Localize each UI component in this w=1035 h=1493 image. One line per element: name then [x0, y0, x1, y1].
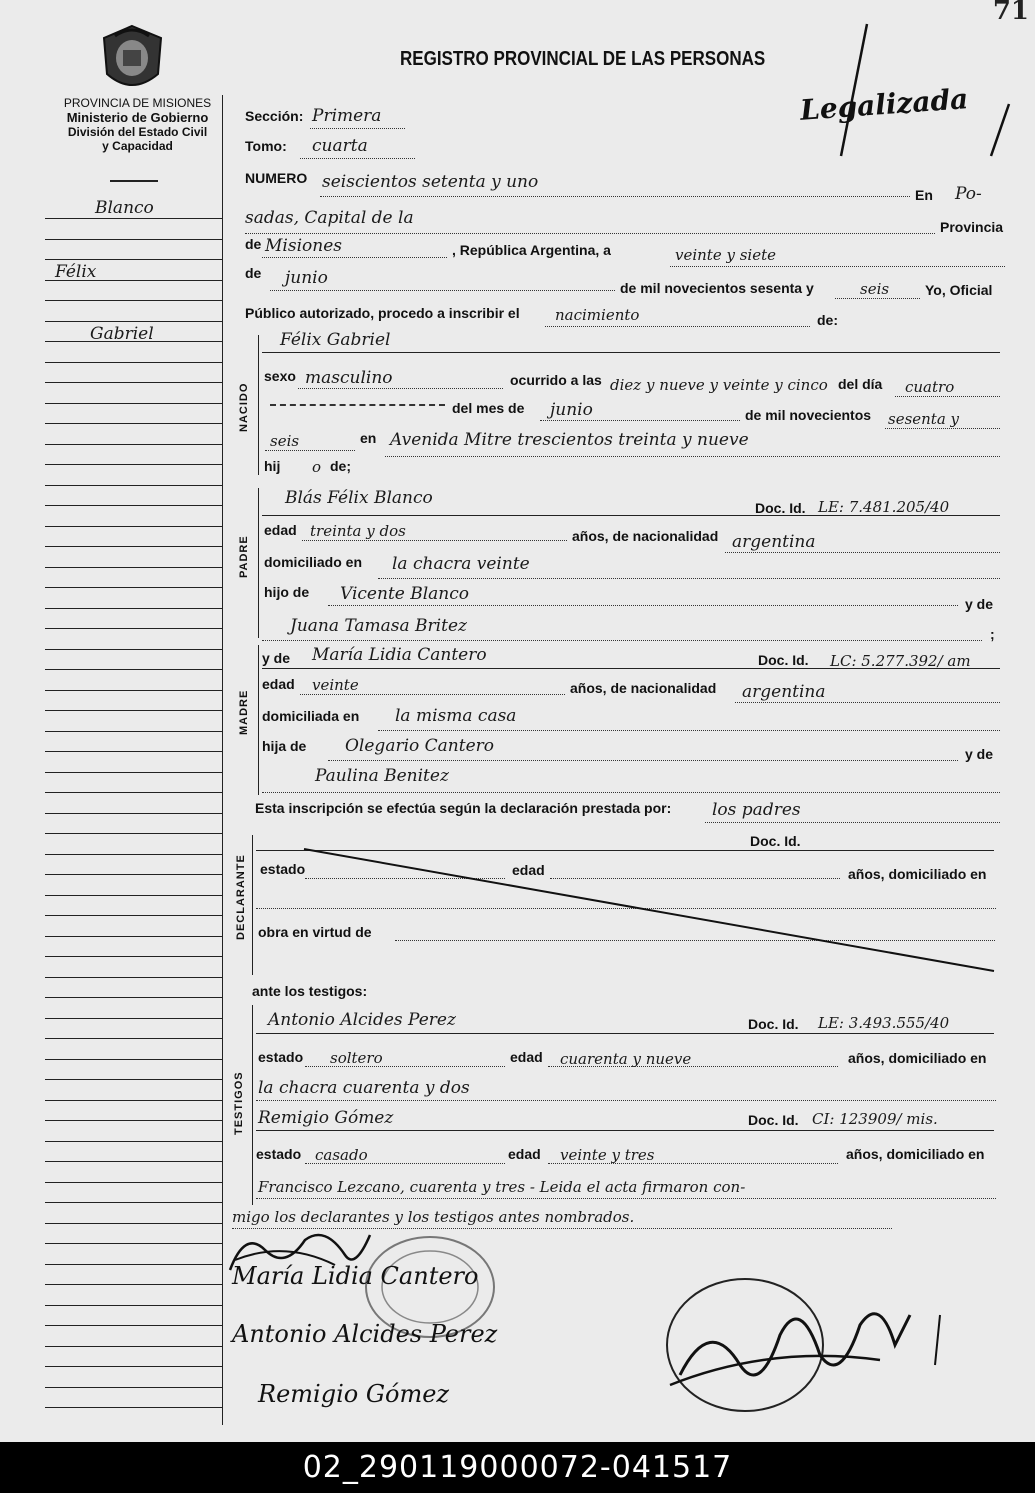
section-nacido: NACIDO [238, 382, 250, 432]
firma-madre: María Lidia Cantero [232, 1262, 479, 1290]
testigo1-domicilio: la chacra cuarenta y dos [258, 1078, 470, 1098]
margin-rule-line [45, 1120, 223, 1121]
label-hija-de: hija de [262, 738, 307, 754]
margin-rule-line [45, 649, 223, 650]
label-decl-estado: estado [260, 861, 306, 877]
label-decl-edad: edad [512, 862, 545, 878]
padre-edad: treinta y dos [310, 522, 406, 540]
testigo2-domicilio: Francisco Lezcano, cuarenta y tres - Leida el acta firmaron con- [258, 1178, 746, 1196]
margin-rule-line [45, 1243, 223, 1244]
value-provincia: Misiones [265, 236, 342, 256]
section-declarante: DECLARANTE [235, 854, 247, 940]
margin-rule-line [45, 321, 223, 322]
margin-rule-line [45, 956, 223, 957]
firma-testigo-1: Antonio Alcides Perez [232, 1320, 498, 1348]
label-publico: Público autorizado, procedo a inscribir el [245, 305, 520, 321]
label-hijo-de: hijo de [264, 584, 310, 600]
value-numero: seiscientos setenta y uno [322, 172, 539, 192]
margin-rule-line [45, 423, 223, 424]
label-madre-y-de: y de [262, 650, 291, 666]
label-madre-edad: edad [262, 676, 295, 692]
value-anio: seis [860, 280, 890, 298]
margin-rule-line [45, 464, 223, 465]
margin-rule-line [45, 977, 223, 978]
label-t2-doc: Doc. Id. [748, 1112, 799, 1128]
label-en: En [915, 187, 933, 203]
label-decl-doc: Doc. Id. [750, 833, 801, 849]
label-t2-edad: edad [508, 1146, 541, 1162]
value-mes-nac: junio [550, 400, 593, 420]
margin-rule-line [45, 1018, 223, 1019]
cancel-line-icon [300, 845, 1000, 975]
label-t2-anos-dom: años, domiciliado en [846, 1146, 985, 1162]
label-t1-estado: estado [258, 1049, 304, 1065]
label-de-prov: de [245, 236, 262, 252]
capacity-name: y Capacidad [102, 139, 173, 153]
margin-rule-line [45, 915, 223, 916]
margin-rule-line [45, 587, 223, 588]
label-del-dia: del día [838, 376, 883, 392]
value-lugar: Avenida Mitre trescientos treinta y nueve [390, 430, 749, 450]
margin-name-2: Gabriel [90, 324, 154, 344]
madre-nacionalidad: argentina [742, 682, 826, 702]
label-ocurrido: ocurrido a las [510, 372, 602, 388]
madre-nombre: María Lidia Cantero [312, 645, 487, 665]
label-de-semi: de; [330, 458, 351, 474]
label-padre-dom: domiciliado en [264, 554, 363, 570]
declarante-por: los padres [712, 800, 801, 820]
margin-name-1: Félix [55, 262, 97, 282]
margin-rule-line [45, 1264, 223, 1265]
stamp-slash-icon [835, 20, 875, 160]
value-seccion: Primera [312, 106, 382, 126]
margin-rule-line [45, 1038, 223, 1039]
margin-rule-line [45, 259, 223, 260]
margin-rule-line [45, 1366, 223, 1367]
margin-rule-line [45, 1387, 223, 1388]
testigo2-edad: veinte y tres [560, 1146, 655, 1164]
margin-rule-line [45, 1059, 223, 1060]
margin-rule-line [45, 710, 223, 711]
legalized-stamp: Legalizada [799, 82, 970, 127]
padre-doc: LE: 7.481.205/40 [818, 498, 950, 516]
margin-rule-line [45, 813, 223, 814]
margin-rule-line [45, 300, 223, 301]
margin-rule-line [45, 403, 223, 404]
margin-rule-line [45, 1141, 223, 1142]
value-acto: nacimiento [555, 306, 640, 324]
label-yo-oficial: Yo, Oficial [925, 282, 993, 298]
label-mil-sesenta: de mil novecientos sesenta y [620, 280, 814, 296]
margin-rule-line [45, 1161, 223, 1162]
cierre-texto: migo los declarantes y los testigos antes nombrados. [232, 1208, 635, 1226]
margin-rule-line [45, 772, 223, 773]
margin-rule-line [45, 1079, 223, 1080]
page-number: 71 [992, 0, 1029, 26]
testigo2-nombre: Remigio Gómez [258, 1108, 394, 1128]
value-ciudad: sadas, Capital de la [245, 208, 414, 228]
margin-rule-line [45, 218, 223, 219]
label-tomo: Tomo: [245, 138, 287, 154]
testigo1-estado: soltero [330, 1049, 383, 1067]
label-madre-nac: años, de nacionalidad [570, 680, 717, 696]
value-anio-nac: sesenta y [888, 410, 960, 428]
section-padre: PADRE [238, 535, 250, 578]
margin-rule-line [45, 567, 223, 568]
margin-surname: Blanco [95, 198, 154, 218]
label-de-mil: de mil novecientos [745, 407, 872, 423]
label-numero: NUMERO [245, 170, 308, 186]
label-semicolon: ; [990, 626, 995, 642]
label-de-colon: de: [817, 312, 838, 328]
margin-rule-line [45, 546, 223, 547]
section-madre: MADRE [238, 689, 250, 735]
margin-rule-line [45, 608, 223, 609]
margin-rule-line [45, 833, 223, 834]
label-t2-estado: estado [256, 1146, 302, 1162]
label-hij: hij [264, 458, 281, 474]
padre-padre: Vicente Blanco [340, 584, 470, 604]
firma-testigo-2: Remigio Gómez [258, 1380, 450, 1408]
margin-rule-line [45, 382, 223, 383]
section-testigos: TESTIGOS [233, 1071, 245, 1135]
label-republica: , República Argentina, a [452, 242, 611, 258]
margin-divider [222, 95, 223, 1425]
label-t1-anos-dom: años, domiciliado en [848, 1050, 987, 1066]
value-sexo: masculino [305, 368, 393, 388]
label-madre-y-de-2: y de [965, 746, 994, 762]
office-divider [110, 180, 158, 182]
padre-madre: Juana Tamasa Britez [290, 616, 467, 636]
label-madre-doc: Doc. Id. [758, 652, 809, 668]
testigo1-edad: cuarenta y nueve [560, 1050, 692, 1068]
margin-rule-line [45, 1305, 223, 1306]
margin-rule-line [45, 1346, 223, 1347]
margin-rule-line [45, 895, 223, 896]
value-anio-nac-2: seis [270, 432, 300, 450]
margin-rule-line [45, 362, 223, 363]
province-name: PROVINCIA DE MISIONES [63, 96, 212, 110]
margin-rule-line [45, 854, 223, 855]
margin-rule-line [45, 751, 223, 752]
margin-rule-line [45, 1325, 223, 1326]
margin-rule-line [45, 731, 223, 732]
label-obra: obra en virtud de [258, 924, 372, 940]
coat-of-arms-icon [95, 22, 170, 97]
label-ante: ante los testigos: [252, 983, 368, 999]
padre-domicilio: la chacra veinte [392, 554, 530, 574]
value-mes: junio [285, 268, 328, 288]
margin-rule-line [45, 669, 223, 670]
margin-rule-line [45, 628, 223, 629]
label-sexo: sexo [264, 368, 296, 384]
value-tomo: cuarta [312, 136, 368, 156]
document-title: REGISTRO PROVINCIAL DE LAS PERSONAS [400, 48, 766, 70]
madre-doc: LC: 5.277.392/ am [830, 652, 971, 670]
value-nacido-nombre: Félix Gabriel [280, 330, 391, 350]
margin-rule-line [45, 1223, 223, 1224]
testigo1-nombre: Antonio Alcides Perez [268, 1010, 456, 1030]
testigo1-doc: LE: 3.493.555/40 [818, 1014, 950, 1032]
margin-rule-line [45, 690, 223, 691]
label-declaracion: Esta inscripción se efectúa según la declaración prestada por: [255, 800, 672, 816]
margin-rule-line [45, 1182, 223, 1183]
label-decl-anos-dom: años, domiciliado en [848, 866, 987, 882]
margin-rule-line [45, 1284, 223, 1285]
margin-rule-line [45, 526, 223, 527]
ministry-name: Ministerio de Gobierno [66, 110, 209, 125]
label-padre-doc: Doc. Id. [755, 500, 806, 516]
label-de-mes: de [245, 265, 262, 281]
label-t1-edad: edad [510, 1049, 543, 1065]
padre-nombre: Blás Félix Blanco [285, 488, 433, 508]
value-hij-o: o [312, 458, 322, 476]
value-hora: diez y nueve y veinte y cinco [610, 376, 828, 394]
footer-code: 02_290119000072-041517 [0, 1442, 1035, 1493]
padre-nacionalidad: argentina [732, 532, 816, 552]
official-signature-icon [650, 1255, 950, 1425]
value-dia: veinte y siete [675, 246, 777, 264]
margin-rule-line [45, 1100, 223, 1101]
label-padre-edad: edad [264, 522, 297, 538]
margin-rule-line [45, 1407, 223, 1408]
margin-rule-line [45, 239, 223, 240]
division-name: División del Estado Civil [67, 125, 208, 139]
label-en-lugar: en [360, 430, 377, 446]
testigo2-doc: CI: 123909/ mis. [812, 1110, 938, 1128]
margin-rule-line [45, 792, 223, 793]
label-del-mes: del mes de [452, 400, 525, 416]
madre-edad: veinte [312, 676, 359, 694]
madre-madre: Paulina Benitez [315, 766, 449, 786]
margin-rule-line [45, 505, 223, 506]
stamp-slash-icon-2 [985, 100, 1015, 160]
blank-dashes [270, 404, 445, 406]
testigo2-estado: casado [315, 1146, 368, 1164]
margin-rule-line [45, 997, 223, 998]
label-padre-nac: años, de nacionalidad [572, 528, 719, 544]
label-seccion: Sección: [245, 108, 304, 124]
margin-rule-line [45, 874, 223, 875]
value-en: Po- [955, 184, 982, 204]
label-madre-dom: domiciliada en [262, 708, 360, 724]
madre-padre: Olegario Cantero [345, 736, 494, 756]
margin-rule-line [45, 1202, 223, 1203]
label-t1-doc: Doc. Id. [748, 1016, 799, 1032]
margin-rule-line [45, 936, 223, 937]
value-dia-nac: cuatro [905, 378, 955, 396]
label-provincia: Provincia [940, 219, 1004, 235]
label-padre-y-de: y de [965, 596, 994, 612]
margin-rule-line [45, 444, 223, 445]
margin-rule-line [45, 485, 223, 486]
madre-domicilio: la misma casa [395, 706, 517, 726]
